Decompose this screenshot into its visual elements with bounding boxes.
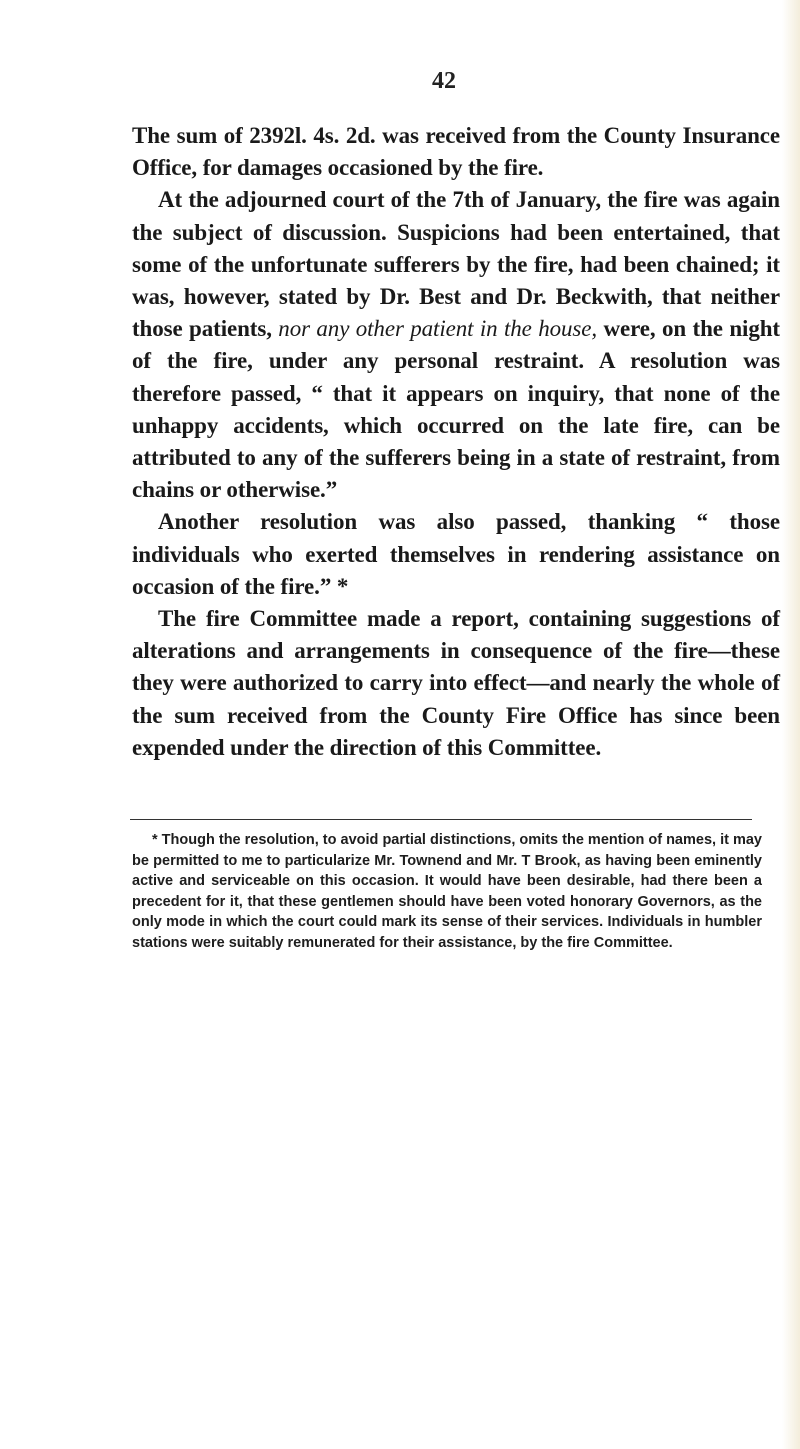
main-text: [132, 120, 780, 764]
footnote-text: * Though the resolution, to avoid partial distinctions, omits the mention of names, it may be permitted to me to particularize Mr. Townend and Mr. T Brook, as having been eminently active and serviceable on this occasion. It would have been desirable, had there been a precedent for it, that these gentlemen should have been voted honorary Governors, as the only mode in which the court could mark its sense of their services. Individuals in humbler stations were suitably remunerated for their assistance, by the fire Committee.: [132, 832, 762, 951]
paragraph-adjourned-court: [132, 184, 780, 506]
footnote: [132, 830, 762, 954]
paragraph-thanks-resolution: Another resolution was also passed, thanking “ those individuals who exerted themselves in rendering assistance on occasion of the fire.” *: [132, 509, 780, 599]
paragraph-insurance: The sum of 2392l. 4s. 2d. was received from the County Insurance Office, for damages occasioned by the fire.: [132, 123, 780, 181]
paragraph-adjourned-court-text-a: At the adjourned court of the 7th of January, the fire was again the subject of discussion. Suspicions had been entertained, that some of the unfortunate sufferers by the fire, had been chained; it was, however, stated by Dr. Best and Dr. Beckwith, that neither those patients,: [132, 187, 780, 342]
italic-phrase: nor any other patient in the house,: [278, 316, 598, 342]
page-edge-shading: [782, 0, 800, 1449]
paragraph-adjourned-court-text-b: were, on the night of the fire, under any personal restraint. A resolution was therefore passed, “ that it appears on inquiry, that none of the unhappy accidents, which occurred on the late fire, can be attributed to any of the sufferers being in a state of restraint, from chains or otherwise.”: [132, 316, 780, 503]
footnote-divider: [130, 819, 752, 820]
page-number: 42: [432, 68, 456, 94]
paragraph-fire-committee: The fire Committee made a report, containing suggestions of alterations and arrangements in consequence of the fire—these they were authorized to carry into effect—and nearly the whole of the sum received from the County Fire Office has since been expended under the direction of this Committee.: [132, 606, 780, 760]
